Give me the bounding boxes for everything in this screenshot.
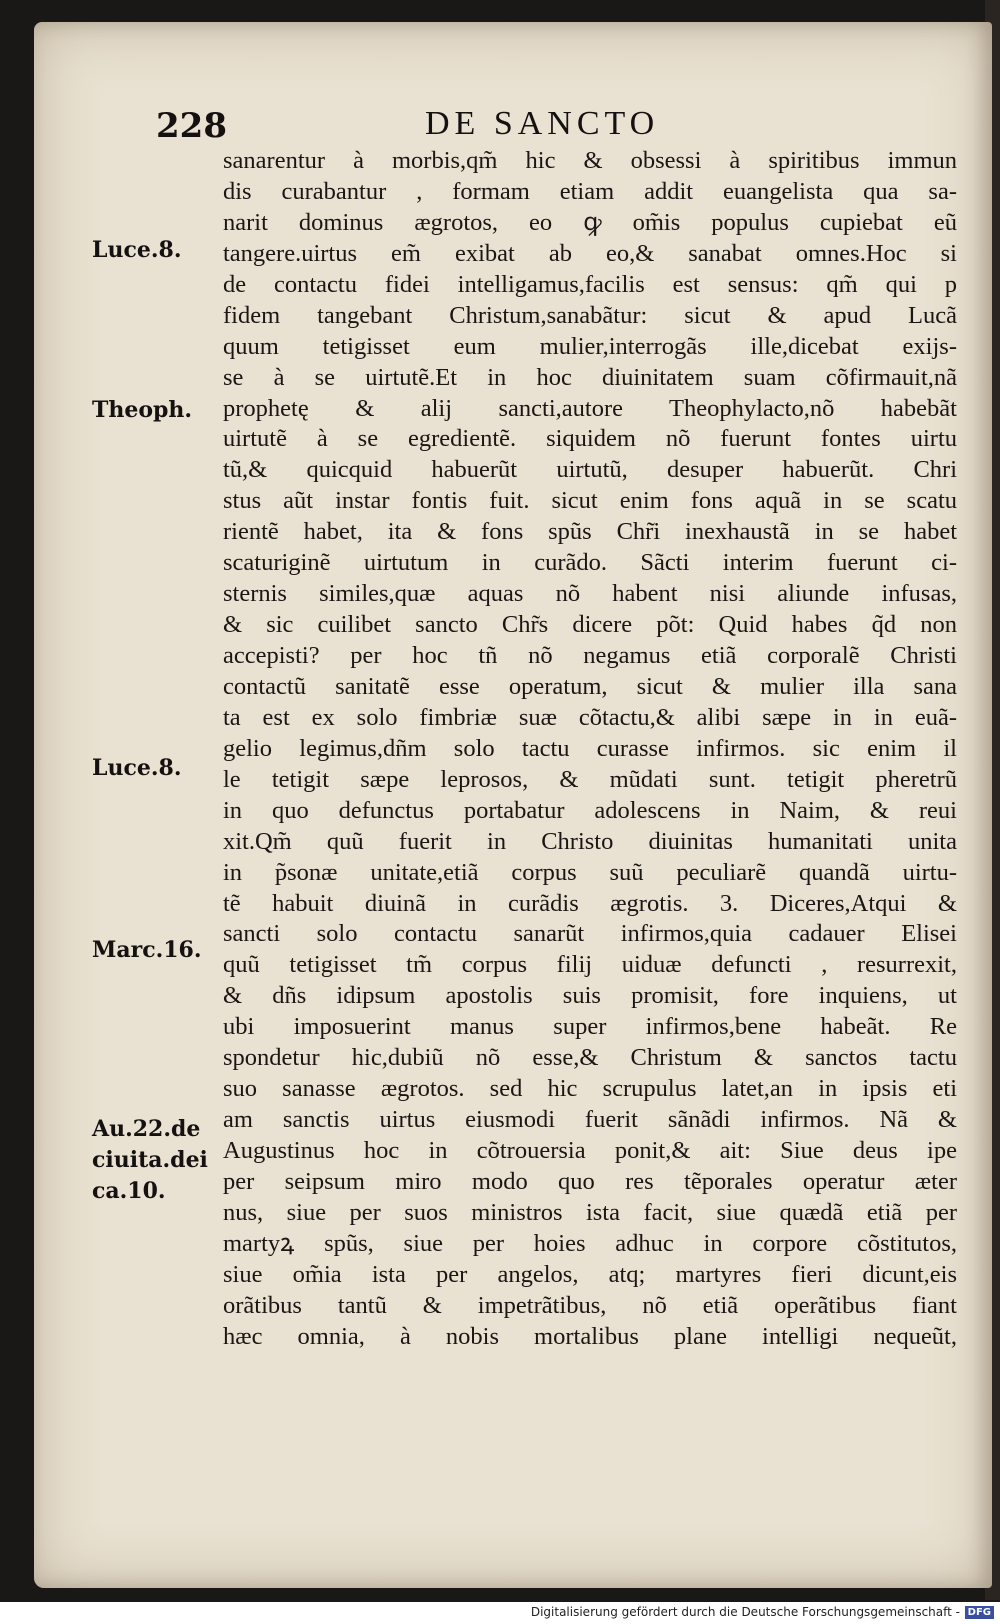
text-line: de contactu fidei intelligamus,facilis est sensus: qm̃ qui p bbox=[223, 270, 957, 298]
text-line: & sic cuilibet sancto Chr̃s dicere põt: Quid habes q̃d non bbox=[223, 611, 957, 639]
text-line: quũ tetigisset tm̃ corpus filij uiduæ defuncti , resurrexit, bbox=[223, 951, 957, 979]
text-line: orãtibus tantũ & impetrãtibus, nõ etiã operãtibus fiant bbox=[223, 1291, 957, 1319]
dfg-logo: DFG bbox=[965, 1606, 994, 1619]
text-line: in p̃sonæ unitate,etiã corpus suũ peculiarẽ quandã uirtu- bbox=[223, 858, 957, 886]
text-line: hæc omnia, à nobis mortalibus plane intelligi nequeũt, bbox=[223, 1322, 957, 1350]
text-line: tangere.uirtus em̃ exibat ab eo,& sanabat omnes.Hoc si bbox=[223, 239, 957, 267]
text-line: xit.Qm̃ quũ fuerit in Christo diuinitas humanitati unita bbox=[223, 827, 957, 855]
marginal-note: Luce.8. bbox=[92, 237, 182, 263]
text-line: nus, siue per suos ministros ista facit, siue quædã etiã per bbox=[223, 1198, 957, 1226]
text-line: ta est ex solo fimbriæ suæ cõtactu,& alibi sæpe in in euã- bbox=[223, 703, 957, 731]
text-line: accepisti? per hoc tñ nõ negamus etiã corporalẽ Christi bbox=[223, 642, 957, 669]
text-line: sanarentur à morbis,qm̃ hic & obsessi à spiritibus immun bbox=[223, 147, 957, 174]
text-line: narit dominus ægrotos, eo ꝙ om̃is populus cupiebat eũ bbox=[223, 208, 957, 236]
text-line: & dñs idipsum apostolis suis promisit, fore inquiens, ut bbox=[223, 982, 957, 1010]
text-line: fidem tangebant Christum,sanabãtur: sicut & apud Lucã bbox=[223, 301, 957, 329]
text-line: gelio legimus,dñm solo tactu curasse infirmos. sic enim il bbox=[223, 734, 957, 762]
text-line: contactũ sanitatẽ esse operatum, sicut & mulier illa sana bbox=[223, 672, 957, 700]
text-line: dis curabantur , formam etiam addit euangelista qua sa- bbox=[223, 177, 957, 205]
funding-credit: Digitalisierung gefördert durch die Deutsche Forschungsgemeinschaft - bbox=[530, 1605, 960, 1619]
text-line: per seipsum miro modo quo res tẽporales operatur æter bbox=[223, 1167, 957, 1195]
marginal-note: Luce.8. bbox=[92, 755, 182, 781]
text-line: martyꝝ spũs, siue per hoies adhuc in corpore cõstitutos, bbox=[223, 1229, 957, 1257]
text-line: sternis similes,quæ aquas nõ habent nisi aliunde infusas, bbox=[223, 580, 957, 608]
marginal-note: Theoph. bbox=[92, 397, 193, 423]
page-number: 228 bbox=[156, 106, 227, 146]
marginal-note: Au.22.de bbox=[92, 1116, 201, 1142]
text-line: scaturiginẽ uirtutum in curãdo. Sãcti interim fuerunt ci- bbox=[223, 549, 957, 577]
marginal-note: Marc.16. bbox=[92, 937, 202, 963]
text-line: uirtutẽ à se egredientẽ. siquidem nõ fuerunt fontes uirtu bbox=[223, 425, 957, 453]
text-line: am sanctis uirtus eiusmodi fuerit sãnãdi infirmos. Nã & bbox=[223, 1106, 957, 1134]
digitization-footer bbox=[0, 1602, 1000, 1624]
text-line: se à se uirtutẽ.Et in hoc diuinitatem suam cõfirmauit,nã bbox=[223, 363, 957, 391]
text-line: tũ,& quicquid habuerũt uirtutũ, desuper habuerũt. Chri bbox=[223, 456, 957, 484]
marginal-note: ciuita.dei bbox=[92, 1147, 208, 1173]
body-text bbox=[223, 146, 957, 1353]
text-line: ubi imposuerint manus super infirmos,bene habeãt. Re bbox=[223, 1013, 957, 1041]
text-line: quum tetigisset eum mulier,interrogãs ille,dicebat exijs- bbox=[223, 332, 957, 360]
text-line: siue om̃ia ista per angelos, atq; martyres fieri dicunt,eis bbox=[223, 1260, 957, 1288]
text-line: prophetę & alij sancti,autore Theophylacto,nõ habebãt bbox=[223, 394, 957, 422]
text-line: tẽ habuit diuinã in curãdis ægrotis. 3. Diceres,Atqui & bbox=[223, 889, 957, 917]
running-head: DE SANCTO bbox=[425, 105, 660, 142]
marginal-note: ca.10. bbox=[92, 1178, 166, 1204]
text-line: spondetur hic,dubiũ nõ esse,& Christum & sanctos tactu bbox=[223, 1044, 957, 1072]
text-line: suo sanasse ægrotos. sed hic scrupulus latet,an in ipsis eti bbox=[223, 1075, 957, 1103]
text-line: rientẽ habet, ita & fons spũs Chr̃i inexhaustã in se habet bbox=[223, 518, 957, 546]
text-line: le tetigit sæpe leprosos, & mũdati sunt. tetigit pheretrũ bbox=[223, 765, 957, 793]
text-line: in quo defunctus portabatur adolescens in Naim, & reui bbox=[223, 796, 957, 824]
text-line: Augustinus hoc in cõtrouersia ponit,& ait: Siue deus ipe bbox=[223, 1137, 957, 1164]
text-line: sancti solo contactu sanarũt infirmos,quia cadauer Elisei bbox=[223, 920, 957, 948]
text-line: stus aũt instar fontis fuit. sicut enim fons aquã in se scatu bbox=[223, 487, 957, 515]
